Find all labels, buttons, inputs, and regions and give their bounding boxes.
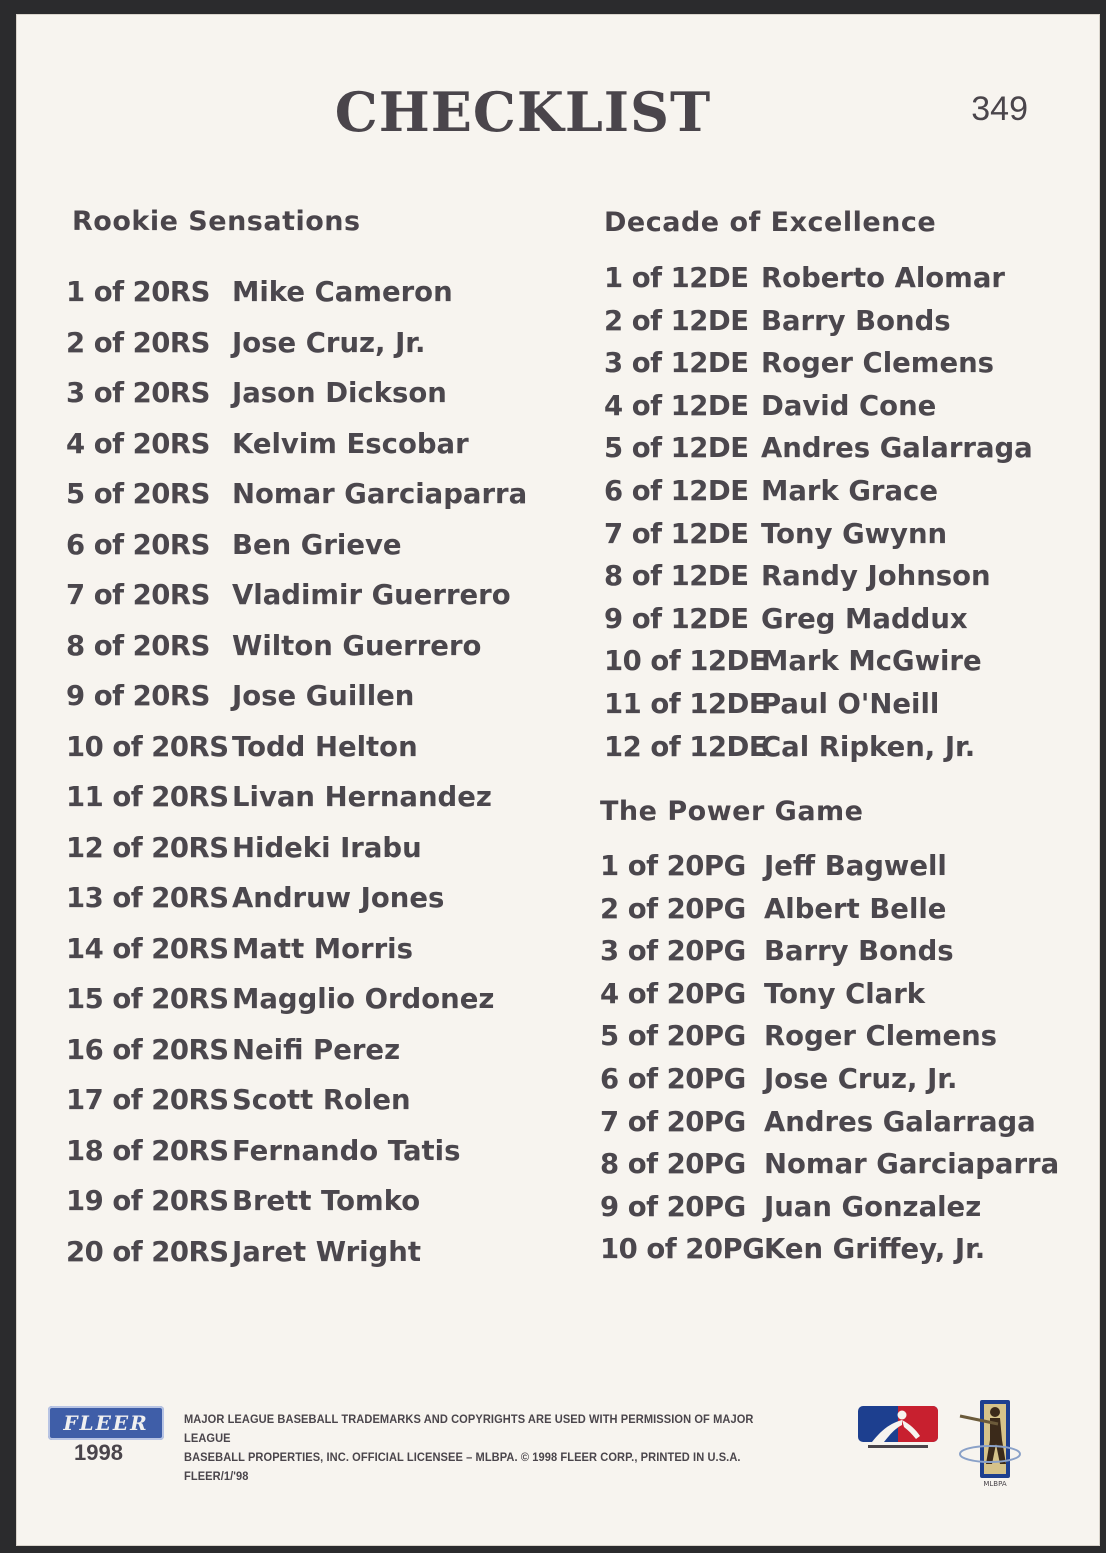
card-number: 349 [971,90,1028,128]
list-item [604,688,1084,731]
list-item [66,1135,536,1186]
card-code: 7 of 20RS [66,579,210,611]
list-item [66,731,536,782]
list-item [66,1236,536,1287]
card-code: 14 of 20RS [66,932,229,965]
player-name: Greg Maddux [761,602,968,635]
player-name: Fernando Tatis [232,1134,461,1167]
list-item [600,1106,1090,1149]
player-name: Scott Rolen [232,1084,411,1116]
list-item [604,731,1084,774]
list-item [604,347,1084,390]
list-item [600,1148,1090,1191]
card-code: 6 of 20RS [66,528,210,561]
player-name: Kelvim Escobar [232,427,469,460]
card-code: 6 of 12DE [604,474,749,507]
card-code: 6 of 20PG [600,1062,746,1095]
card-code: 18 of 20RS [66,1134,229,1167]
card-code: 3 of 20PG [600,935,746,968]
card-code: 12 of 20RS [66,831,229,864]
player-name: Magglio Ordonez [232,983,495,1015]
player-name: Paul O'Neill [761,687,940,720]
player-name: Tony Gwynn [761,517,948,550]
list-item [66,327,536,378]
decade-of-excellence-list [604,262,1084,773]
card-code: 12 of 12DE [604,730,768,763]
list-item [66,1084,536,1135]
player-name: Mark Grace [761,474,938,507]
player-name: Jason Dickson [232,377,447,409]
player-name: Juan Gonzalez [764,1190,982,1223]
player-name: Jeff Bagwell [764,850,947,882]
legal-line-2: BASEBALL PROPERTIES, INC. OFFICIAL LICENSEE – MLBPA. © 1998 FLEER CORP., PRINTED IN U.S.A. FLEER/1/'98 [184,1450,741,1483]
card-code: 10 of 12DE [604,645,768,678]
player-name: Andres Galarraga [764,1105,1036,1138]
list-item [66,832,536,883]
player-name: Matt Morris [232,932,413,965]
player-name: Nomar Garciaparra [232,478,528,510]
list-item [604,518,1084,561]
power-game-list [600,850,1090,1276]
list-item [600,1233,1090,1276]
page-title: CHECKLIST [334,80,712,144]
list-item [604,645,1084,688]
list-item [600,1063,1090,1106]
list-item [600,1020,1090,1063]
player-name: Jose Guillen [232,680,415,712]
player-name: Ben Grieve [232,528,402,561]
list-item [600,893,1090,936]
rookie-sensations-heading: Rookie Sensations [72,206,361,237]
list-item [66,882,536,933]
player-name: Ken Griffey, Jr. [764,1233,986,1266]
player-name: Albert Belle [764,892,947,925]
list-item [604,262,1084,305]
decade-of-excellence-heading: Decade of Excellence [604,207,937,238]
list-item [604,305,1084,348]
card-code: 5 of 20PG [600,1020,746,1053]
power-game-heading: The Power Game [600,796,864,827]
card-code: 4 of 12DE [604,389,749,422]
card-code: 16 of 20RS [66,1033,229,1066]
legal-text [184,1410,787,1486]
card-code: 2 of 12DE [604,304,749,337]
player-name: Nomar Garciaparra [764,1148,1060,1181]
player-name: Jose Cruz, Jr. [232,326,426,359]
list-item [604,603,1084,646]
card-code: 8 of 12DE [604,560,749,593]
list-item [66,428,536,479]
card-code: 8 of 20RS [66,629,210,662]
player-name: Cal Ripken, Jr. [761,730,976,763]
card-code: 10 of 20PG [600,1233,765,1266]
player-name: Vladimir Guerrero [232,579,511,611]
list-item [66,1034,536,1085]
player-name: Jaret Wright [232,1235,421,1268]
card-code: 9 of 20PG [600,1190,746,1223]
card-code: 2 of 20PG [600,892,746,925]
list-item [600,850,1090,893]
list-item [66,933,536,984]
card-code: 9 of 20RS [66,680,210,712]
player-name: Livan Hernandez [232,781,492,813]
checklist-card [16,14,1100,1546]
player-name: Brett Tomko [232,1185,421,1217]
list-item [600,1191,1090,1234]
list-item [66,1185,536,1236]
card-code: 2 of 20RS [66,326,210,359]
fleer-logo: FLEER [48,1406,164,1440]
card-code: 1 of 12DE [604,262,749,294]
list-item [66,983,536,1034]
player-name: Randy Johnson [761,560,991,593]
card-code: 17 of 20RS [66,1084,229,1116]
list-item [604,475,1084,518]
player-name: Barry Bonds [764,935,954,968]
card-code: 19 of 20RS [66,1185,229,1217]
list-item [66,781,536,832]
list-item [604,560,1084,603]
card-code: 4 of 20PG [600,977,746,1010]
footer-year: 1998 [74,1440,123,1465]
player-name: Mike Cameron [232,276,453,308]
card-code: 20 of 20RS [66,1235,229,1268]
list-item [66,579,536,630]
player-name: Tony Clark [764,977,926,1010]
rookie-sensations-list [66,276,536,1286]
list-item [66,276,536,327]
card-code: 1 of 20RS [66,276,210,308]
player-name: Todd Helton [232,730,418,763]
player-name: Barry Bonds [761,304,951,337]
card-code: 5 of 12DE [604,432,749,465]
card-code: 1 of 20PG [600,850,746,882]
card-code: 13 of 20RS [66,882,229,914]
player-name: Jose Cruz, Jr. [764,1062,958,1095]
card-code: 3 of 12DE [604,347,749,380]
card-code: 8 of 20PG [600,1148,746,1181]
list-item [600,935,1090,978]
player-name: Neifi Perez [232,1033,401,1066]
player-name: Roger Clemens [764,1020,998,1053]
player-name: Andres Galarraga [761,432,1033,465]
player-name: Roberto Alomar [761,262,1005,294]
player-name: Roger Clemens [761,347,995,380]
player-name: Wilton Guerrero [232,629,482,662]
player-name: Mark McGwire [761,645,982,678]
list-item [66,630,536,681]
list-item [66,680,536,731]
list-item [66,529,536,580]
list-item [604,432,1084,475]
player-name: Hideki Irabu [232,831,422,864]
list-item [604,390,1084,433]
card-code: 7 of 20PG [600,1105,746,1138]
card-code: 7 of 12DE [604,517,749,550]
mlbpa-players-choice-logo-icon [950,1394,1030,1490]
legal-line-1: MAJOR LEAGUE BASEBALL TRADEMARKS AND COPYRIGHTS ARE USED WITH PERMISSION OF MAJOR LEAGUE [184,1412,754,1445]
player-name: David Cone [761,389,937,422]
mlb-logo-icon [858,1406,938,1452]
card-code: 5 of 20RS [66,478,210,510]
player-name: Andruw Jones [232,882,445,914]
card-code: 10 of 20RS [66,730,229,763]
card-code: 3 of 20RS [66,377,210,409]
list-item [600,978,1090,1021]
card-code: 11 of 20RS [66,781,229,813]
card-code: 15 of 20RS [66,983,229,1015]
svg-text:MLBPA: MLBPA [983,1480,1007,1488]
list-item [66,478,536,529]
list-item [66,377,536,428]
card-code: 4 of 20RS [66,427,210,460]
card-code: 9 of 12DE [604,602,749,635]
card-code: 11 of 12DE [604,687,768,720]
